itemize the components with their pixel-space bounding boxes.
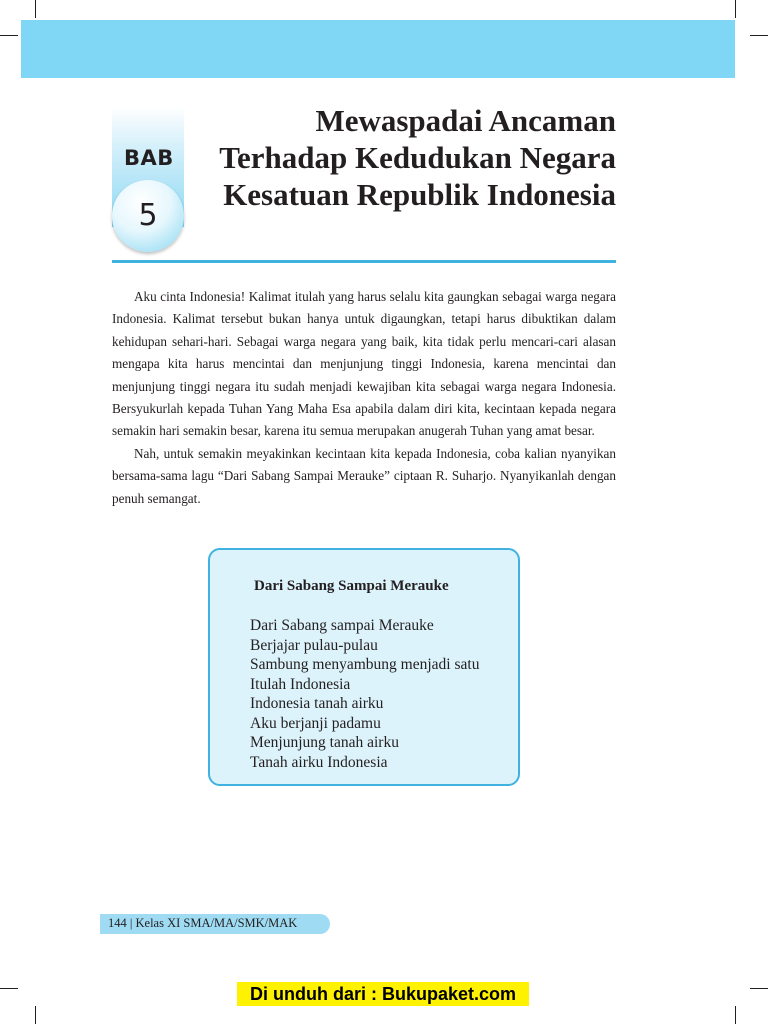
song-line: Aku berjanji padamu <box>250 714 381 732</box>
header-band <box>21 20 735 78</box>
chapter-number: 5 <box>138 197 158 233</box>
crop-mark <box>35 1006 36 1024</box>
chapter-title-line: Terhadap Kedudukan Negara <box>219 140 616 175</box>
chapter-title <box>176 102 616 213</box>
song-lyrics <box>250 616 479 772</box>
chapter-title-line: Kesatuan Republik Indonesia <box>223 177 616 212</box>
song-line: Dari Sabang sampai Merauke <box>250 617 434 634</box>
song-line: Tanah airku Indonesia <box>250 753 388 771</box>
body-paragraph: Nah, untuk semakin meyakinkan kecintaan kita kepada Indonesia, coba kalian nyanyikan bersama-sama lagu “Dari Sabang Sampai Merauke” ciptaan R. Suharjo. Nyanyikanlah dengan penuh semangat. <box>112 445 616 506</box>
body-text <box>112 286 616 510</box>
song-line: Menjunjung tanah airku <box>250 734 399 751</box>
download-source-banner: Di unduh dari : Bukupaket.com <box>237 982 529 1006</box>
crop-mark <box>750 988 768 989</box>
song-title: Dari Sabang Sampai Merauke <box>254 578 449 594</box>
body-paragraph: Aku cinta Indonesia! Kalimat itulah yang harus selalu kita gaungkan sebagai warga negara Indonesia. Kalimat tersebut bukan hanya untuk digaungkan, tetapi harus dibuktikan dalam kehidupan sehari-hari. Sebagai warga negara yang baik, kita tidak perlu mencari-cari alasan mengapa kita harus mencintai dan menjunjung tinggi Indonesia, karena mencintai dan menjunjung tinggi negara itu sudah menjadi kewajiban kita sebagai warga negara Indonesia. Bersyukurlah kepada Tuhan Yang Maha Esa apabila dalam diri kita, kecintaan kepada negara semakin hari semakin besar, karena itu semua merupakan anugerah Tuhan yang amat besar. <box>112 289 616 439</box>
crop-mark <box>750 35 768 36</box>
footer-page-label: 144 | Kelas XI SMA/MA/SMK/MAK <box>108 916 298 930</box>
crop-mark <box>735 0 736 18</box>
chapter-title-line: Mewaspadai Ancaman <box>315 103 616 138</box>
chapter-bab-label: BAB <box>124 146 174 170</box>
chapter-number-badge <box>112 180 184 252</box>
crop-mark <box>735 1006 736 1024</box>
title-divider <box>112 260 616 263</box>
crop-mark <box>0 35 18 36</box>
song-line: Indonesia tanah airku <box>250 695 384 712</box>
song-line: Sambung menyambung menjadi satu <box>250 656 480 673</box>
song-line: Berjajar pulau-pulau <box>250 636 378 654</box>
crop-mark <box>0 988 18 989</box>
crop-mark <box>35 0 36 18</box>
song-line: Itulah Indonesia <box>250 675 351 693</box>
